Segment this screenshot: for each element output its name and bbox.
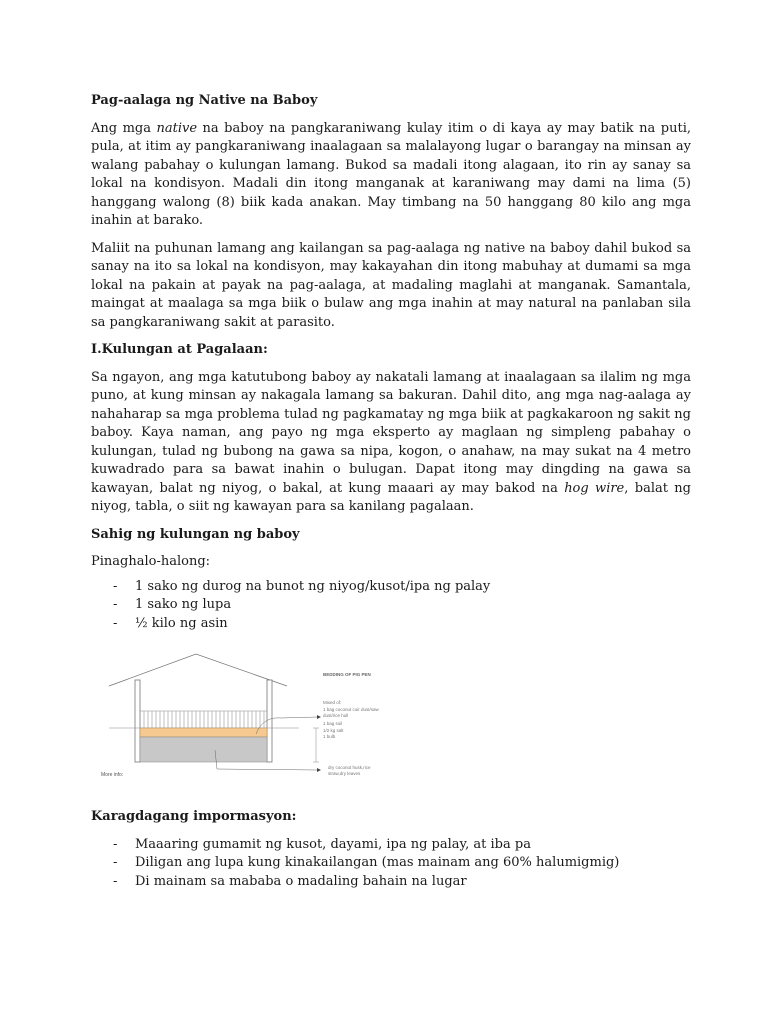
diagram-mix-line-3: 1 bag soil [323, 721, 343, 726]
list-item-text: 1 sako ng durog na bunot ng niyog/kusot/ipa ng palay [135, 578, 491, 594]
list-item-text: ½ kilo ng asin [135, 615, 228, 631]
diagram-bottom-label-1: dry coconut husk,rice [328, 765, 371, 770]
dash-bullet: - [113, 597, 118, 612]
dash-bullet: - [113, 873, 118, 889]
diagram-more-info: More info: [101, 772, 124, 778]
section-heading-sahig: Sahig ng kulungan ng baboy [91, 526, 300, 542]
diagram-mix-line-4: 1/2 kg salt [323, 728, 344, 733]
diagram-bottom-label-2: straw,dry leaves [328, 771, 361, 776]
second-paragraph: Maliit na puhunan lamang ang kailangan sa pag-aalaga ng native na baboy dahil bukod sa sanay na ito sa lokal na kondisyon, may kakayahan din itong mabuhay at dumami sa mga lokal na pakain at payak na pag-aalaga, at madaling maglahi at manganak. Samantala, maingat at maalaga sa mga biik o bulaw ang mga inahin at may natural na panlaban sila sa pangkaraniwang sakit at parasito. [91, 240, 691, 330]
list-item [91, 873, 691, 892]
pig-pen-bedding-diagram [91, 642, 401, 782]
diagram-mix-line-2: dust/rice hull [323, 713, 349, 718]
kulungan-italic-hog-wire: hog wire [564, 480, 625, 496]
diagram-mix-line-5: 1 bulb [323, 734, 336, 739]
kulungan-text: Sa ngayon, ang mga katutubong baboy ay nakatali lamang at inaalagaan sa ilalim ng mga puno, at kung minsan ay nakagala lamang sa bakuran. Dahil dito, ang mga nag-aalaga ay nahaharap sa mga problema tulad ng pagkamatay ng mga biik at pagkakaroon ng sakit ng baboy. Kaya naman, ang payo ng mga eksperto ay maglaan ng simpleng pabahay o kulungan, tulad ng bubong na gawa sa nipa, kogon, o anahaw, na may sukat na 4 metro kuwadrado para sa bawat inahin o bulugan. Dapat itong may dingding na gawa sa kawayan, balat ng niyog, o bakal, at kung maaari ay may bakod na [91, 369, 691, 496]
dash-bullet: - [113, 836, 118, 852]
document-title: Pag-aalaga ng Native na Baboy [91, 93, 318, 108]
dash-bullet: - [113, 615, 118, 631]
intro-paragraph [91, 120, 691, 231]
list-item [91, 836, 691, 855]
list-item-text: Maaaring gumamit ng kusot, dayami, ipa ng palay, at iba pa [135, 836, 531, 852]
list-item [91, 854, 691, 873]
intro-text-start: Ang mga [91, 120, 157, 136]
sahig-ingredient-list [91, 578, 691, 634]
section-heading-karagdagang: Karagdagang impormasyon: [91, 809, 297, 824]
sahig-intro: Pinaghalo-halong: [91, 554, 211, 569]
list-item [91, 615, 691, 634]
document-page [91, 92, 691, 891]
dash-bullet: - [113, 855, 118, 870]
kulungan-text-end: , balat ng niyog, tabla, o siit ng kawayan para sa kanilang pagalaan. [91, 480, 692, 514]
karagdagang-info-list [91, 836, 691, 892]
kulungan-paragraph [91, 369, 691, 517]
list-item [91, 578, 691, 597]
dash-bullet: - [113, 578, 118, 594]
list-item [91, 596, 691, 615]
list-item-text: 1 sako ng lupa [135, 597, 232, 612]
list-item-text: Diligan ang lupa kung kinakailangan (mas mainam ang 60% halumigmig) [135, 855, 620, 870]
section-heading-kulungan: I.Kulungan at Pagalaan: [91, 342, 268, 357]
intro-text-rest: na baboy na pangkaraniwang kulay itim o di kaya ay may batik na puti, pula, at itim ay pangkaraniwang inaalagaan sa malalayong lugar o barangay na minsan ay walang pabahay o kulungan lamang. Bukod sa madali itong alagaan, ito rin ay sanay sa lokal na kondisyon. Madali din itong manganak at karaniwang may dami na lima (5) hanggang walong (8) biik kada anakan. May timbang na 50 hanggang 80 kilo ang mga inahin at barako. [91, 120, 691, 228]
list-item-text: Di mainam sa mababa o madaling bahain na lugar [135, 873, 467, 889]
diagram-title: BEDDING OF PIG PEN [323, 672, 371, 677]
diagram-mix-line-1: 1 bag coconut coir dust/saw [323, 707, 379, 712]
intro-italic-native: native [156, 120, 198, 136]
diagram-mixed-label: Mixed of: [323, 700, 342, 705]
